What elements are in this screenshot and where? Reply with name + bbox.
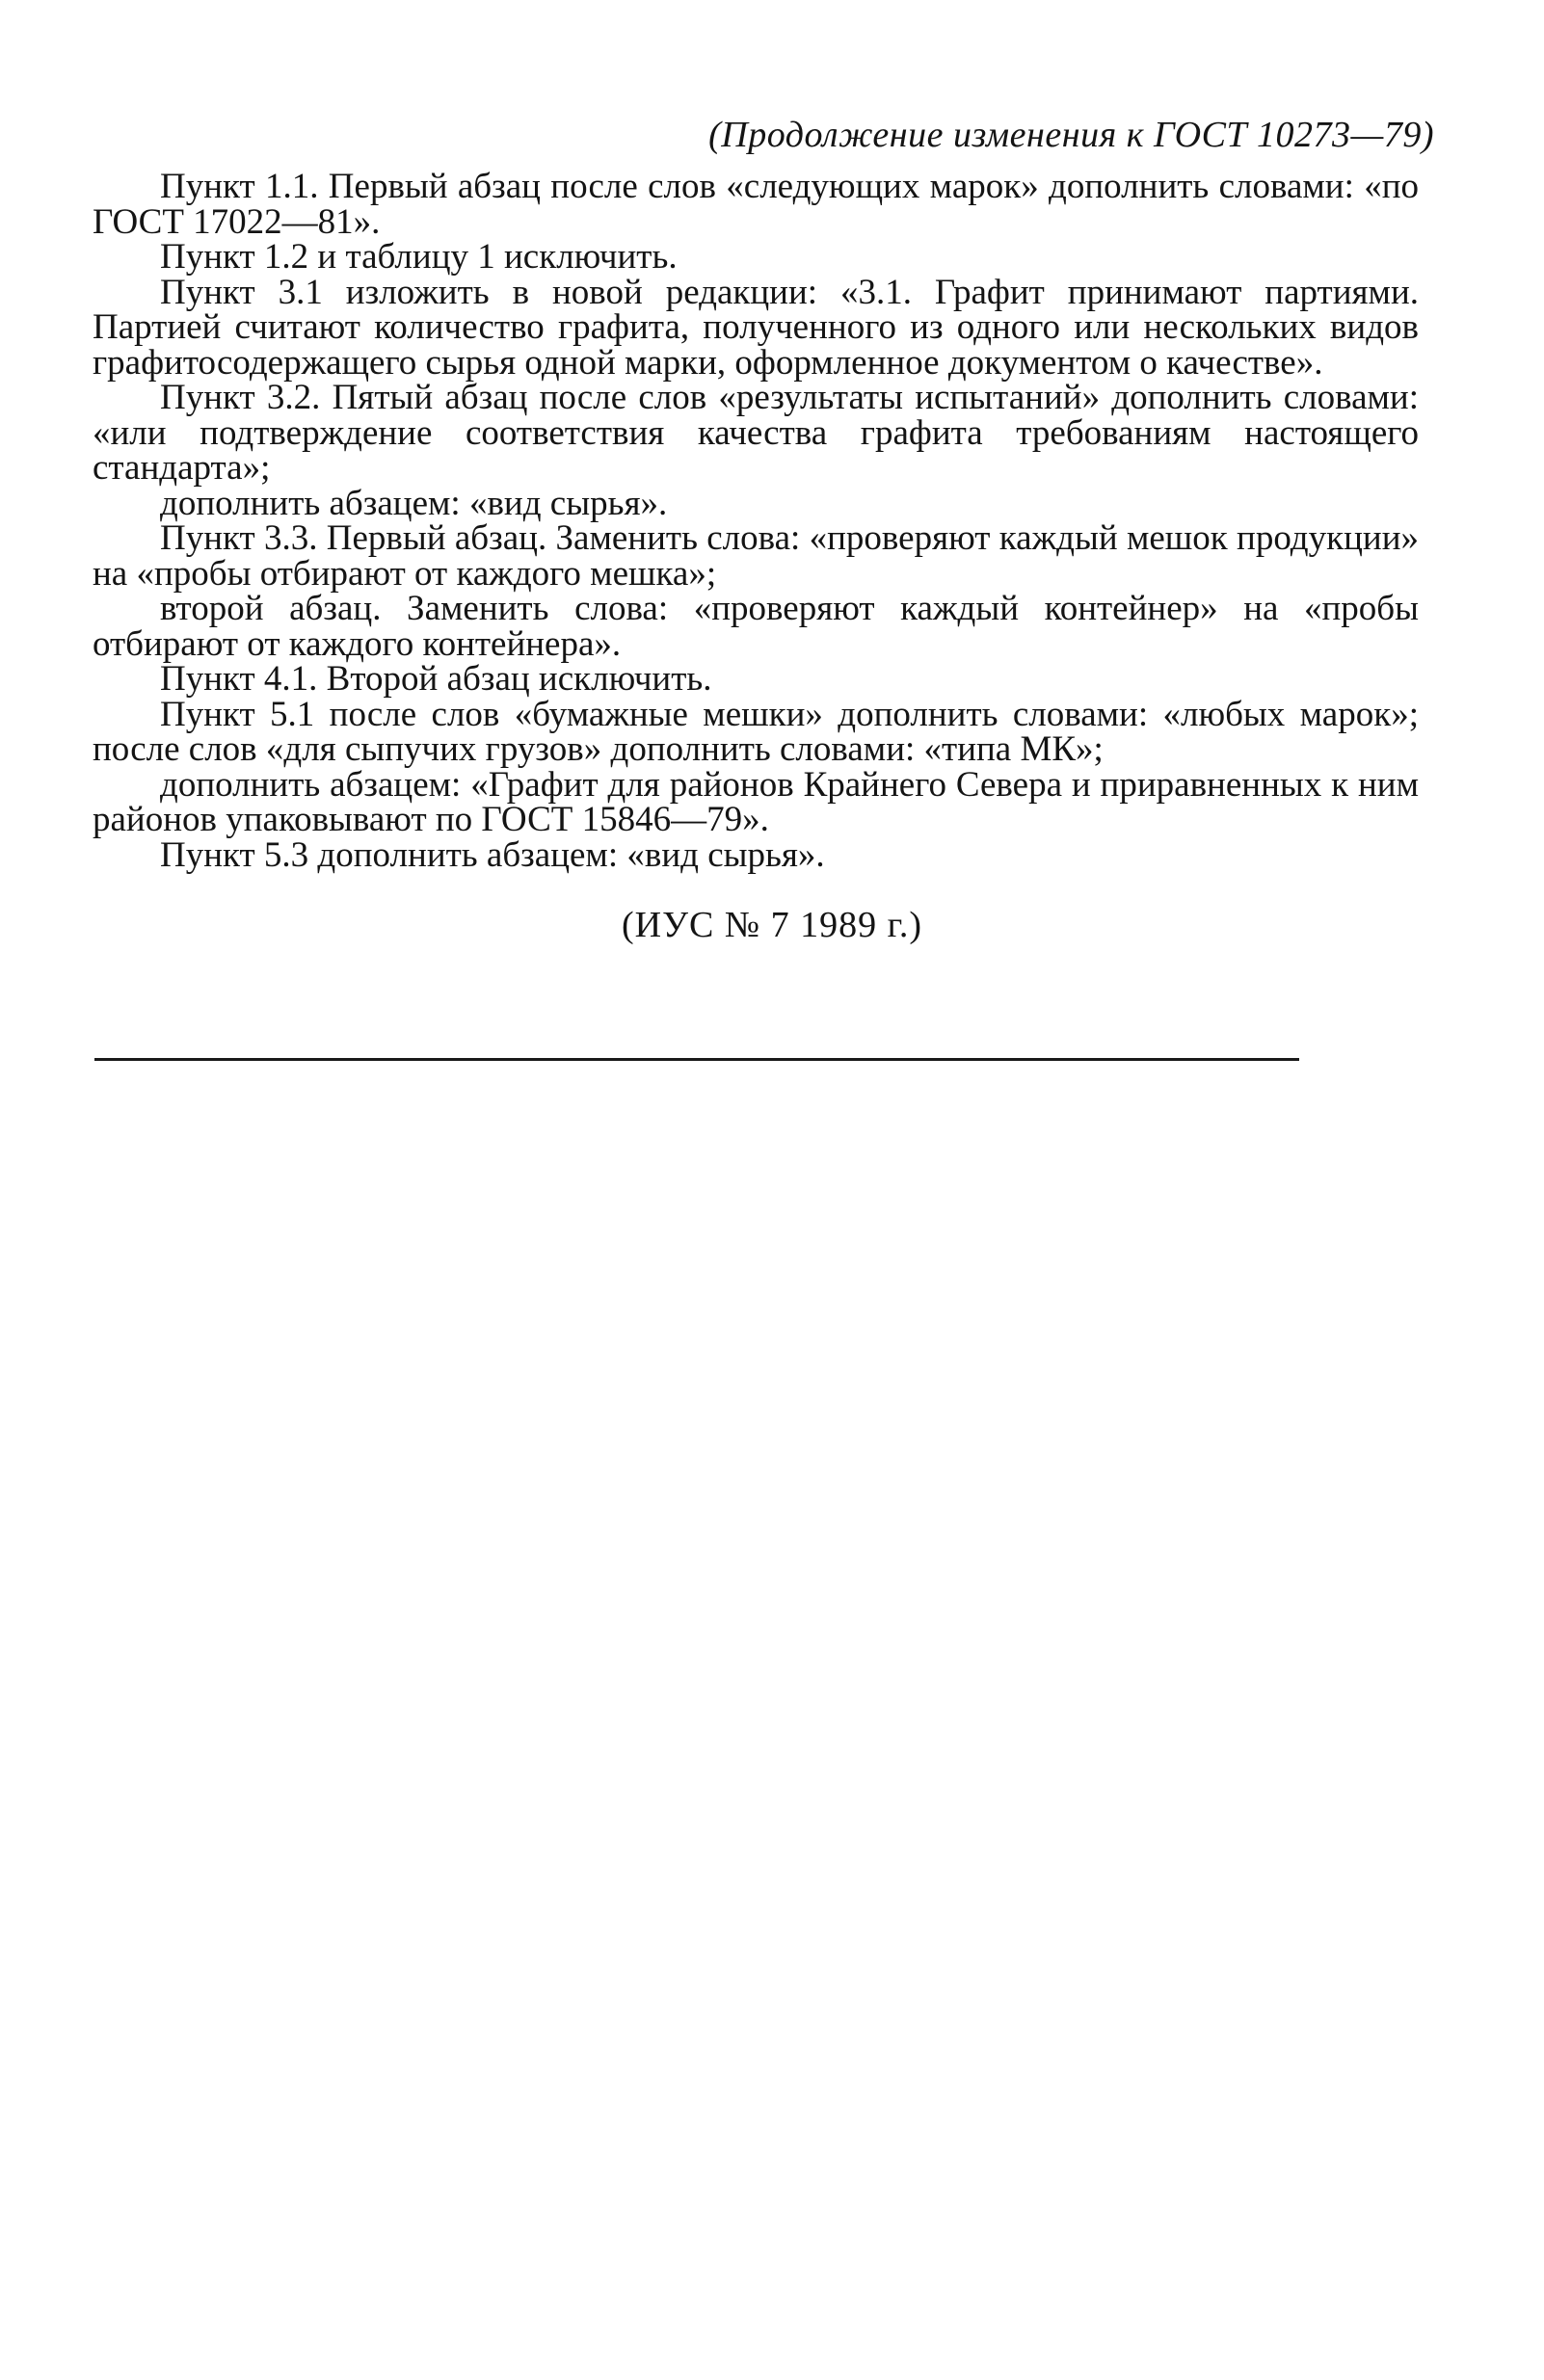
paragraph-punkt-1-1: Пункт 1.1. Первый абзац после слов «следующих марок» дополнить словами: «по ГОСТ 17022—81». bbox=[93, 167, 1419, 242]
paragraph-punkt-5-3: Пункт 5.3 дополнить абзацем: «вид сырья». bbox=[160, 834, 825, 875]
ius-reference: (ИУС № 7 1989 г.) bbox=[621, 905, 923, 945]
header-title: (Продолжение изменения к ГОСТ 10273—79) bbox=[708, 115, 1434, 155]
amendment-text bbox=[93, 167, 1419, 875]
paragraph-punkt-3-3: Пункт 3.3. Первый абзац. Заменить слова: «проверяют каждый мешок продукции» на «пробы отбирают от каждого мешка»; bbox=[93, 518, 1419, 594]
paragraph-punkt-1-2: Пункт 1.2 и таблицу 1 исключить. bbox=[160, 237, 678, 277]
paragraph-punkt-3-1: Пункт 3.1 изложить в новой редакции: «3.1. Графит принимают партиями. Партией считают количество графита, полученного из одного или нескольких видов графитосодержащего сырья одной марки, оформленное документом о качестве». bbox=[93, 272, 1419, 383]
paragraph-punkt-4-1: Пункт 4.1. Второй абзац исключить. bbox=[160, 659, 712, 699]
paragraph-punkt-3-3-second: второй абзац. Заменить слова: «проверяют каждый контейнер» на «пробы отбирают от каждого контейнера». bbox=[93, 589, 1419, 664]
paragraph-punkt-5-1-addition: дополнить абзацем: «Графит для районов Крайнего Севера и приравненных к ним районов упаковывают по ГОСТ 15846—79». bbox=[93, 764, 1419, 839]
paragraph-punkt-3-2: Пункт 3.2. Пятый абзац после слов «результаты испытаний» дополнить словами: «или подтверждение соответствия качества графита требованиям настоящего стандарта»; bbox=[93, 378, 1419, 488]
divider-line bbox=[94, 1058, 1299, 1061]
paragraph-punkt-3-2-addition: дополнить абзацем: «вид сырья». bbox=[160, 483, 668, 523]
paragraph-punkt-5-1: Пункт 5.1 после слов «бумажные мешки» дополнить словами: «любых марок»; после слов «для сыпучих грузов» дополнить словами: «типа МК»; bbox=[93, 694, 1419, 769]
